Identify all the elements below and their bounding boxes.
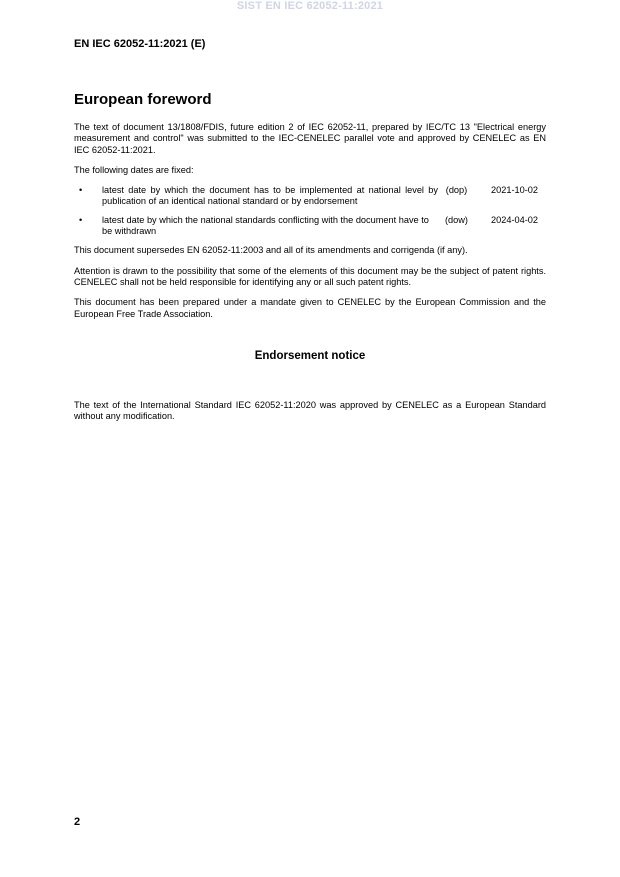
date-item-dop <box>74 185 546 208</box>
foreword-paragraph-1: The text of document 13/1808/FDIS, future edition 2 of IEC 62052-11, prepared by IEC/TC 13 "Electrical energy measurement and control" was submitted to the IEC-CENELEC parallel vote and approved by CENELEC as EN IEC 62052-11:2021. <box>74 122 546 155</box>
endorsement-text: The text of the International Standard IEC 62052-11:2020 was approved by CENELEC as a European Standard without any modification. <box>74 399 546 422</box>
page-number: 2 <box>74 816 81 828</box>
bullet-icon: • <box>79 214 83 225</box>
watermark: SIST EN IEC 62052-11:2021 <box>236 0 384 12</box>
foreword-title: European foreword <box>74 91 212 108</box>
date-code: (dop) <box>445 185 468 196</box>
date-description: latest date by which the national standards conflicting with the document have to be withdrawn <box>102 214 429 237</box>
date-description: latest date by which the document has to be implemented at national level by publication of an identical national standard or by endorsement <box>102 185 438 207</box>
foreword-paragraph-3: This document supersedes EN 62052-11:2003 and all of its amendments and corrigenda (if any). <box>74 245 468 256</box>
foreword-paragraph-4: Attention is drawn to the possibility that some of the elements of this document may be the subject of patent rights. CENELEC shall not be held responsible for identifying any or all such patent rights. <box>74 265 546 287</box>
endorsement-title: Endorsement notice <box>254 349 366 362</box>
dates-list <box>74 185 546 237</box>
date-item-dow <box>74 215 546 238</box>
foreword-paragraph-5: This document has been prepared under a mandate given to CENELEC by the European Commission and the European Free Trade Association. <box>74 297 546 319</box>
date-value: 2021-10-02 <box>491 185 538 196</box>
page-content <box>74 91 546 431</box>
bullet-icon: • <box>79 185 83 196</box>
foreword-paragraph-2: The following dates are fixed: <box>74 164 194 175</box>
date-value: 2024-04-02 <box>491 214 538 225</box>
document-header: EN IEC 62052-11:2021 (E) <box>74 38 206 50</box>
date-code: (dow) <box>445 214 468 225</box>
